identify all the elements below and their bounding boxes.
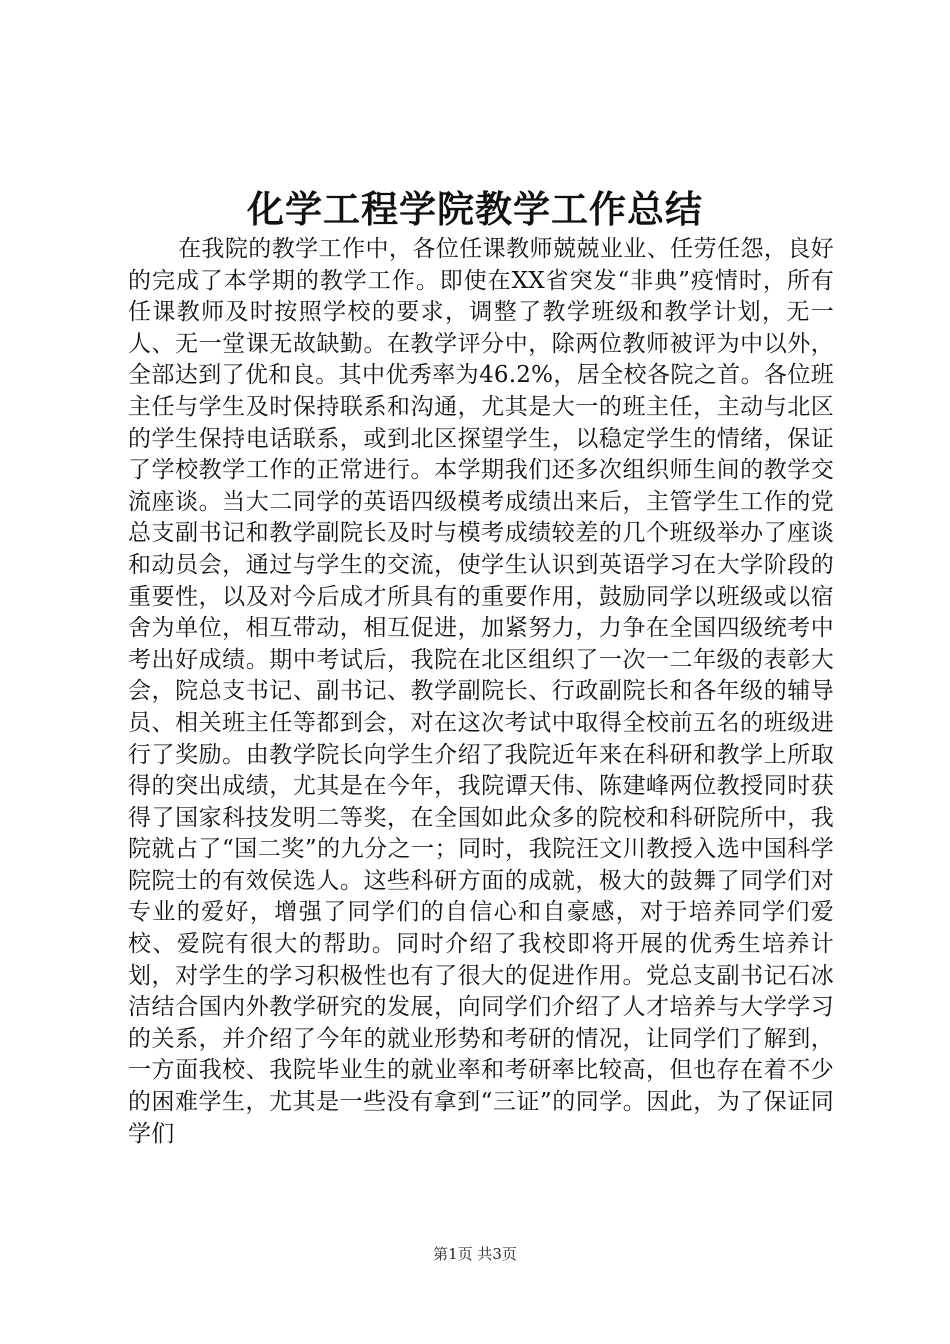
document-title: 化学工程学院教学工作总结	[247, 187, 703, 231]
page-footer: 第1页 共3页	[433, 1245, 517, 1263]
body-paragraph: 在我院的教学工作中，各位任课教师兢兢业业、任劳任怨，良好的完成了本学期的教学工作。即使在XX省突发“非典”疫情时，所有任课教师及时按照学校的要求，调整了教学班级和教学计划，无一人、无一堂课无故缺勤。在教学评分中，除两位教师被评为中以外，全部达到了优和良。其中优秀率为46.2%，居全校各院之首。各位班主任与学生及时保持联系和沟通，尤其是大一的班主任，主动与北区的学生保持电话联系，或到北区探望学生，以稳定学生的情绪，保证了学校教学工作的正常进行。本学期我们还多次组织师生间的教学交流座谈。当大二同学的英语四级模考成绩出来后，主管学生工作的党总支副书记和教学副院长及时与模考成绩较差的几个班级举办了座谈和动员会，通过与学生的交流，使学生认识到英语学习在大学阶段的重要性，以及对今后成才所具有的重要作用，鼓励同学以班级或以宿舍为单位，相互带动，相互促进，加紧努力，力争在全国四级统考中考出好成绩。期中考试后，我院在北区组织了一次一二年级的表彰大会，院总支书记、副书记、教学副院长、行政副院长和各年级的辅导员、相关班主任等都到会，对在这次考试中取得全校前五名的班级进行了奖励。由教学院长向学生介绍了我院近年来在科研和教学上所取得的突出成绩，尤其是在今年，我院谭天伟、陈建峰两位教授同时获得了国家科技发明二等奖，在全国如此众多的院校和科研院所中，我院就占了“国二奖”的九分之一；同时，我院汪文川教授入选中国科学院院士的有效侯选人。这些科研方面的成就，极大的鼓舞了同学们对专业的爱好，增强了同学们的自信心和自豪感，对于培养同学们爱校、爱院有很大的帮助。同时介绍了我校即将开展的优秀生培养计划，对学生的学习积极性也有了很大的促进作用。党总支副书记石冰洁结合国内外教学研究的发展，向同学们介绍了人才培养与大学学习的关系，并介绍了今年的就业形势和考研的情况，让同学们了解到，一方面我校、我院毕业生的就业率和考研率比较高，但也存在着不少的困难学生，尤其是一些没有拿到“三证”的同学。因此，为了保证同学们	[128, 236, 834, 1147]
